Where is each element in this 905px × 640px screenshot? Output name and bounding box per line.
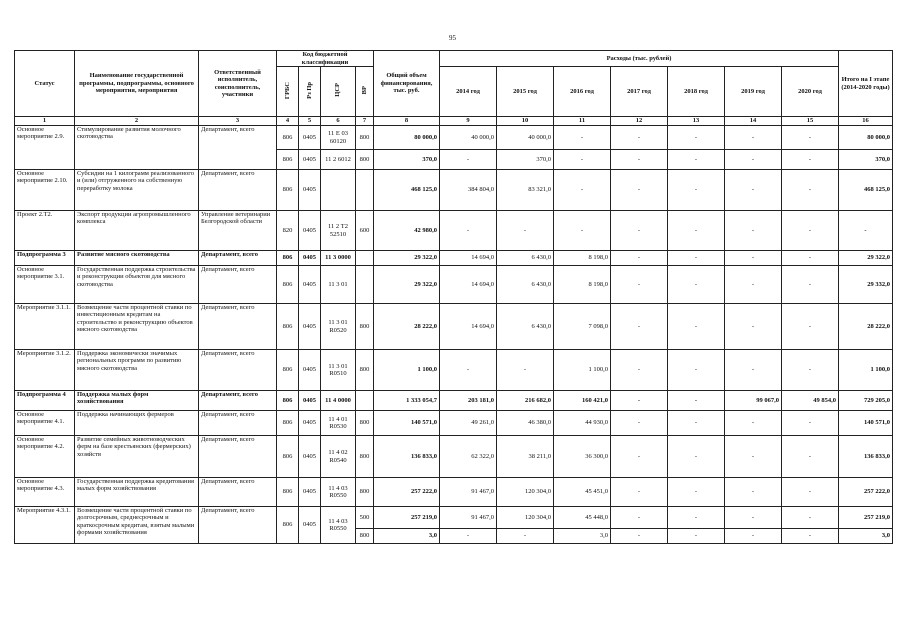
row-rzpr: 0405 <box>299 507 321 544</box>
row-name: Экспорт продукции агропромышленного комплекса <box>75 211 199 251</box>
row-year-value: 83 321,0 <box>497 170 554 211</box>
column-number: 2 <box>75 117 199 126</box>
row-status: Основное мероприятие 4.3. <box>15 478 75 507</box>
row-csr: 11 3 01 <box>321 266 356 304</box>
row-itogo: 136 833,0 <box>839 436 893 478</box>
row-year-value: - <box>782 266 839 304</box>
header-status: Статус <box>15 51 75 117</box>
row-year-value: - <box>725 478 782 507</box>
table-row <box>15 391 893 411</box>
row-year-value: 14 694,0 <box>440 304 497 350</box>
row-year-value: - <box>668 350 725 391</box>
row-year-value: 99 067,0 <box>725 391 782 411</box>
row-year-value: - <box>782 304 839 350</box>
row-year-value: - <box>668 391 725 411</box>
table-row <box>15 211 893 251</box>
row-year-value: - <box>668 150 725 170</box>
header-year: 2020 год <box>782 67 839 117</box>
header-budget-code: Код бюджетной классификации <box>277 51 374 67</box>
row-csr: 11 3 0000 <box>321 251 356 266</box>
row-year-value: - <box>611 507 668 529</box>
row-total: 257 222,0 <box>374 478 440 507</box>
row-year-value: - <box>668 411 725 436</box>
column-number: 13 <box>668 117 725 126</box>
header-csr: ЦСР <box>321 67 356 117</box>
row-year-value: 203 181,0 <box>440 391 497 411</box>
row-year-value: - <box>725 211 782 251</box>
column-number: 8 <box>374 117 440 126</box>
row-grbs: 806 <box>277 126 299 150</box>
row-rzpr: 0405 <box>299 411 321 436</box>
page-number: 95 <box>449 34 456 42</box>
row-year-value: 44 930,0 <box>554 411 611 436</box>
table-row <box>15 411 893 436</box>
row-status: Основное мероприятие 4.2. <box>15 436 75 478</box>
row-csr: 11 2 Т2 52510 <box>321 211 356 251</box>
row-rzpr: 0405 <box>299 251 321 266</box>
row-total: 257 219,0 <box>374 507 440 529</box>
column-number: 7 <box>356 117 374 126</box>
row-rzpr: 0405 <box>299 478 321 507</box>
row-name: Поддержка экономически значимых региональных программ по развитию мясного скотоводства <box>75 350 199 391</box>
row-year-value: - <box>611 391 668 411</box>
row-year-value: 91 467,0 <box>440 478 497 507</box>
row-year-value: 36 300,0 <box>554 436 611 478</box>
row-year-value: 3,0 <box>554 529 611 544</box>
budget-table <box>14 50 893 544</box>
row-year-value: - <box>782 350 839 391</box>
row-vr <box>356 170 374 211</box>
row-total: 140 571,0 <box>374 411 440 436</box>
row-responsible: Департамент, всего <box>199 170 277 211</box>
row-itogo: 370,0 <box>839 150 893 170</box>
row-year-value: 40 000,0 <box>497 126 554 150</box>
row-year-value: - <box>782 170 839 211</box>
row-total: 28 222,0 <box>374 304 440 350</box>
row-csr: 11 3 01 R0510 <box>321 350 356 391</box>
row-year-value: 370,0 <box>497 150 554 170</box>
row-itogo: 257 219,0 <box>839 507 893 529</box>
header-grbs: ГРБС <box>277 67 299 117</box>
row-year-value: 46 380,0 <box>497 411 554 436</box>
header-year: 2014 год <box>440 67 497 117</box>
row-name: Развитие мясного скотоводства <box>75 251 199 266</box>
row-itogo: 140 571,0 <box>839 411 893 436</box>
row-year-value: - <box>611 170 668 211</box>
table-row <box>15 266 893 304</box>
row-year-value: - <box>782 211 839 251</box>
row-year-value: - <box>611 350 668 391</box>
row-total: 3,0 <box>374 529 440 544</box>
table-row <box>15 478 893 507</box>
row-rzpr: 0405 <box>299 304 321 350</box>
row-itogo: - <box>839 211 893 251</box>
row-total: 80 000,0 <box>374 126 440 150</box>
table-row <box>15 436 893 478</box>
table-row <box>15 126 893 150</box>
header-year: 2016 год <box>554 67 611 117</box>
row-status: Основное мероприятие 4.1. <box>15 411 75 436</box>
row-year-value: - <box>497 211 554 251</box>
row-year-value: - <box>611 529 668 544</box>
row-year-value: - <box>611 126 668 150</box>
row-year-value: - <box>782 150 839 170</box>
row-year-value: 40 000,0 <box>440 126 497 150</box>
row-grbs: 806 <box>277 251 299 266</box>
row-year-value: - <box>725 350 782 391</box>
row-year-value: 8 198,0 <box>554 251 611 266</box>
row-year-value: - <box>782 126 839 150</box>
row-grbs: 806 <box>277 150 299 170</box>
row-vr: 600 <box>356 211 374 251</box>
row-name: Субсидии на 1 килограмм реализованного и (или) отгруженного на собственную переработку молока <box>75 170 199 211</box>
row-year-value: - <box>725 251 782 266</box>
row-year-value: 8 198,0 <box>554 266 611 304</box>
row-year-value: - <box>725 126 782 150</box>
row-year-value: 384 804,0 <box>440 170 497 211</box>
row-year-value: - <box>725 507 782 529</box>
row-year-value: - <box>668 436 725 478</box>
row-vr: 800 <box>356 304 374 350</box>
row-year-value: 1 100,0 <box>554 350 611 391</box>
row-responsible: Управление ветеринарии Белгородской области <box>199 211 277 251</box>
row-responsible: Департамент, всего <box>199 436 277 478</box>
row-rzpr: 0405 <box>299 126 321 150</box>
row-year-value: - <box>668 478 725 507</box>
row-responsible: Департамент, всего <box>199 350 277 391</box>
row-itogo: 729 205,0 <box>839 391 893 411</box>
column-number: 15 <box>782 117 839 126</box>
row-year-value: - <box>725 411 782 436</box>
row-csr: 11 4 03 R0550 <box>321 507 356 544</box>
row-year-value: - <box>611 436 668 478</box>
row-year-value: 14 694,0 <box>440 266 497 304</box>
row-status: Подпрограмма 4 <box>15 391 75 411</box>
row-rzpr: 0405 <box>299 211 321 251</box>
row-year-value: 6 430,0 <box>497 304 554 350</box>
row-year-value: 49 261,0 <box>440 411 497 436</box>
row-responsible: Департамент, всего <box>199 304 277 350</box>
row-csr: 11 4 03 R0550 <box>321 478 356 507</box>
row-year-value: - <box>554 170 611 211</box>
row-year-value: - <box>668 304 725 350</box>
row-grbs: 806 <box>277 350 299 391</box>
row-rzpr: 0405 <box>299 150 321 170</box>
row-itogo: 28 222,0 <box>839 304 893 350</box>
row-year-value: - <box>554 211 611 251</box>
row-year-value: 6 430,0 <box>497 266 554 304</box>
row-itogo: 257 222,0 <box>839 478 893 507</box>
row-year-value: 160 421,0 <box>554 391 611 411</box>
header-year: 2015 год <box>497 67 554 117</box>
table-row <box>15 304 893 350</box>
row-year-value: 91 467,0 <box>440 507 497 529</box>
row-year-value: - <box>440 529 497 544</box>
row-itogo: 1 100,0 <box>839 350 893 391</box>
row-status: Мероприятие 3.1.1. <box>15 304 75 350</box>
row-name: Государственная поддержка кредитования малых форм хозяйствования <box>75 478 199 507</box>
row-status: Мероприятие 4.3.1. <box>15 507 75 544</box>
row-year-value: - <box>782 507 839 529</box>
row-grbs: 806 <box>277 478 299 507</box>
row-year-value: - <box>668 529 725 544</box>
row-grbs: 806 <box>277 304 299 350</box>
row-total: 29 322,0 <box>374 251 440 266</box>
row-year-value: - <box>782 529 839 544</box>
row-year-value: - <box>725 304 782 350</box>
row-total: 1 100,0 <box>374 350 440 391</box>
header-vr: ВР <box>356 67 374 117</box>
row-year-value: 120 304,0 <box>497 478 554 507</box>
table-row <box>15 251 893 266</box>
row-csr: 11 4 02 R0540 <box>321 436 356 478</box>
row-vr: 500 <box>356 507 374 529</box>
header-name: Наименование государственной программы, подпрограммы, основного мероприятия, мероприятия <box>75 51 199 117</box>
table-row <box>15 170 893 211</box>
row-responsible: Департамент, всего <box>199 411 277 436</box>
row-year-value: - <box>611 478 668 507</box>
row-vr <box>356 251 374 266</box>
row-year-value: - <box>554 150 611 170</box>
header-responsible: Ответственный исполнитель, соисполнитель, участники <box>199 51 277 117</box>
row-year-value: 216 682,0 <box>497 391 554 411</box>
header-itogo: Итого на I этапе (2014-2020 годы) <box>839 51 893 117</box>
row-year-value: 45 451,0 <box>554 478 611 507</box>
column-number: 11 <box>554 117 611 126</box>
row-vr: 800 <box>356 411 374 436</box>
row-csr: 11 4 0000 <box>321 391 356 411</box>
row-year-value: - <box>668 170 725 211</box>
row-grbs: 806 <box>277 391 299 411</box>
row-vr <box>356 266 374 304</box>
row-year-value: - <box>668 251 725 266</box>
row-name: Возмещение части процентной ставки по инвестиционным кредитам на строительство и реконструкцию объектов мясного скотоводства <box>75 304 199 350</box>
row-grbs: 806 <box>277 266 299 304</box>
row-vr <box>356 391 374 411</box>
row-csr: 11 Е 03 60120 <box>321 126 356 150</box>
row-year-value: - <box>611 150 668 170</box>
row-name: Возмещение части процентной ставки по долгосрочным, среднесрочным и краткосрочным кредитам, взятым малыми формами хозяйствования <box>75 507 199 544</box>
column-number: 1 <box>15 117 75 126</box>
row-status: Основное мероприятие 2.9. <box>15 126 75 170</box>
row-responsible: Департамент, всего <box>199 251 277 266</box>
row-vr: 800 <box>356 529 374 544</box>
row-status: Мероприятие 3.1.2. <box>15 350 75 391</box>
column-number: 12 <box>611 117 668 126</box>
row-year-value: 49 854,0 <box>782 391 839 411</box>
row-grbs: 820 <box>277 211 299 251</box>
row-year-value: - <box>782 478 839 507</box>
row-year-value: - <box>725 436 782 478</box>
row-year-value: - <box>611 304 668 350</box>
column-number: 16 <box>839 117 893 126</box>
row-year-value: - <box>497 529 554 544</box>
row-year-value: 14 694,0 <box>440 251 497 266</box>
row-year-value: - <box>668 211 725 251</box>
column-number: 10 <box>497 117 554 126</box>
column-number: 14 <box>725 117 782 126</box>
row-csr: 11 3 01 R0520 <box>321 304 356 350</box>
row-year-value: - <box>668 507 725 529</box>
column-number: 6 <box>321 117 356 126</box>
row-name: Поддержка начинающих фермеров <box>75 411 199 436</box>
row-year-value: - <box>782 251 839 266</box>
table-row <box>15 350 893 391</box>
column-number: 3 <box>199 117 277 126</box>
row-year-value: - <box>782 411 839 436</box>
row-grbs: 806 <box>277 507 299 544</box>
row-year-value: - <box>725 170 782 211</box>
row-year-value: 7 098,0 <box>554 304 611 350</box>
row-total: 29 322,0 <box>374 266 440 304</box>
row-csr: 11 4 01 R0530 <box>321 411 356 436</box>
row-vr: 800 <box>356 436 374 478</box>
row-year-value: 6 430,0 <box>497 251 554 266</box>
column-number: 9 <box>440 117 497 126</box>
row-rzpr: 0405 <box>299 391 321 411</box>
row-year-value: - <box>611 211 668 251</box>
row-name: Стимулирование развития молочного скотоводства <box>75 126 199 170</box>
row-csr: 11 2 6012 <box>321 150 356 170</box>
row-rzpr: 0405 <box>299 350 321 391</box>
row-year-value: - <box>611 266 668 304</box>
row-year-value: - <box>497 350 554 391</box>
row-grbs: 806 <box>277 170 299 211</box>
row-responsible: Департамент, всего <box>199 266 277 304</box>
row-csr <box>321 170 356 211</box>
row-itogo: 3,0 <box>839 529 893 544</box>
row-itogo: 29 322,0 <box>839 251 893 266</box>
row-status: Подпрограмма 3 <box>15 251 75 266</box>
row-itogo: 29 332,0 <box>839 266 893 304</box>
row-year-value: 120 304,0 <box>497 507 554 529</box>
row-total: 1 333 054,7 <box>374 391 440 411</box>
row-responsible: Департамент, всего <box>199 391 277 411</box>
row-total: 136 833,0 <box>374 436 440 478</box>
row-rzpr: 0405 <box>299 266 321 304</box>
row-status: Проект 2.Т2. <box>15 211 75 251</box>
row-year-value: - <box>611 411 668 436</box>
row-name: Развитие семейных животноводческих ферм на базе крестьянских (фермерских) хозяйств <box>75 436 199 478</box>
header-expenses: Расходы (тыс. рублей) <box>440 51 839 67</box>
row-year-value: - <box>725 529 782 544</box>
row-status: Основное мероприятие 3.1. <box>15 266 75 304</box>
row-itogo: 80 000,0 <box>839 126 893 150</box>
row-year-value: 62 322,0 <box>440 436 497 478</box>
column-number: 4 <box>277 117 299 126</box>
row-vr: 800 <box>356 150 374 170</box>
row-vr: 800 <box>356 126 374 150</box>
row-year-value: - <box>668 266 725 304</box>
row-year-value: - <box>611 251 668 266</box>
row-year-value: - <box>440 211 497 251</box>
row-responsible: Департамент, всего <box>199 507 277 544</box>
row-year-value: - <box>668 126 725 150</box>
row-year-value: - <box>725 266 782 304</box>
row-year-value: - <box>440 150 497 170</box>
row-responsible: Департамент, всего <box>199 478 277 507</box>
table-row <box>15 507 893 529</box>
row-rzpr: 0405 <box>299 436 321 478</box>
header-year: 2018 год <box>668 67 725 117</box>
row-grbs: 806 <box>277 436 299 478</box>
row-year-value: - <box>725 150 782 170</box>
column-number: 5 <box>299 117 321 126</box>
row-year-value: - <box>440 350 497 391</box>
row-total: 42 980,0 <box>374 211 440 251</box>
row-year-value: - <box>554 126 611 150</box>
row-total: 468 125,0 <box>374 170 440 211</box>
row-total: 370,0 <box>374 150 440 170</box>
row-responsible: Департамент, всего <box>199 126 277 170</box>
row-name: Государственная поддержка строительства и реконструкции объектов для мясного скотоводства <box>75 266 199 304</box>
header-year: 2019 год <box>725 67 782 117</box>
header-year: 2017 год <box>611 67 668 117</box>
row-itogo: 468 125,0 <box>839 170 893 211</box>
header-rzpr: Рз Пр <box>299 67 321 117</box>
row-year-value: 45 448,0 <box>554 507 611 529</box>
header-total-financing: Общий объем финансирования, тыс. руб. <box>374 51 440 117</box>
row-year-value: 38 211,0 <box>497 436 554 478</box>
row-status: Основное мероприятие 2.10. <box>15 170 75 211</box>
row-name: Поддержка малых форм хозяйствования <box>75 391 199 411</box>
row-vr: 800 <box>356 350 374 391</box>
row-year-value: - <box>782 436 839 478</box>
row-vr: 800 <box>356 478 374 507</box>
column-number-row <box>15 117 893 126</box>
row-grbs: 806 <box>277 411 299 436</box>
row-rzpr: 0405 <box>299 170 321 211</box>
